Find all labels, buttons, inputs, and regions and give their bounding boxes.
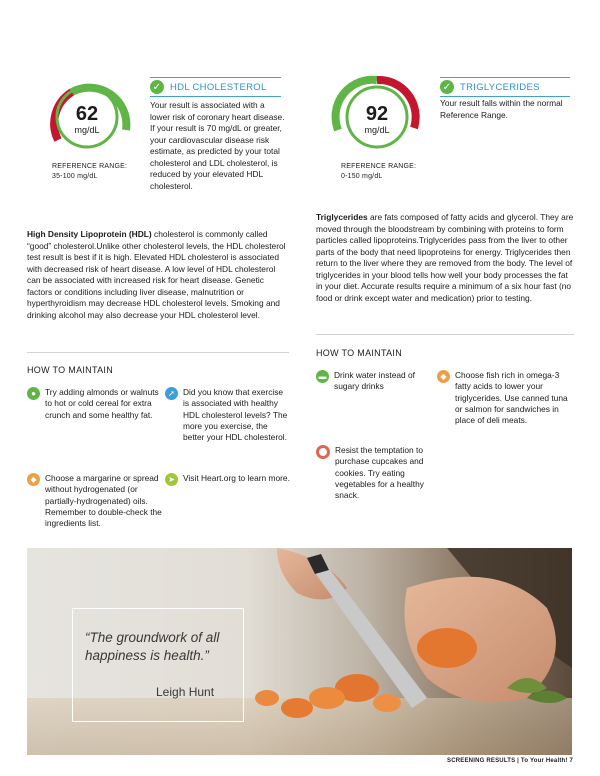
triglycerides-how-to-maintain: HOW TO MAINTAIN (316, 348, 403, 358)
hdl-tip-text: Did you know that exercise is associated with healthy HDL cholesterol levels? The more you exercise, the better your HDL cholesterol. (183, 387, 288, 443)
triglycerides-ref-label: REFERENCE RANGE: (341, 163, 417, 170)
fish-icon: ◆ (437, 370, 450, 383)
hdl-tip-text: Try adding almonds or walnuts to hot or cold cereal for extra crunch and some healthy fat. (45, 387, 159, 420)
triglycerides-reference (341, 162, 416, 182)
donut-icon (316, 445, 330, 459)
triglycerides-header (440, 77, 570, 97)
hdl-tip-margarine (27, 473, 165, 529)
tri-tip-water (316, 370, 434, 393)
triglycerides-description-text: are fats composed of fatty acids and glycerol. They are moved through the bloodstream by combining with proteins to form particles called lipoproteins.Triglycerides pass from the liver to other parts of the body that need lipoproteins for energy. Triglycerides then return to the liver where they are removed from the body. The level of triglycerides in your blood tells how well your body processes the fat in your diet. Accurate results require a minimum of a six hour fast (no food or drink except water and medication) prior to testing. (316, 212, 574, 303)
quote-author: Leigh Hunt (156, 685, 215, 699)
oil-drop-icon: ◆ (27, 473, 40, 486)
hdl-reference (52, 162, 127, 182)
tri-tip-snack (316, 445, 440, 501)
tri-tip-text: Choose fish rich in omega-3 fatty acids to lower your triglycerides. Use canned tuna or salmon for sandwiches in place of deli meats. (455, 370, 568, 426)
hdl-tip-exercise (165, 387, 290, 443)
hdl-header (150, 77, 281, 97)
quote-card (72, 608, 244, 722)
triglycerides-gauge (327, 70, 427, 170)
quote-text: “The groundwork of all happiness is health.” (85, 630, 220, 663)
page-footer: SCREENING RESULTS | To Your Health! 7 (447, 758, 573, 764)
cooking-photo (27, 548, 572, 755)
hdl-result-text: Your result is associated with a lower risk of coronary heart disease. If your result is 70 mg/dL or greater, your cardiovascular disease risk estimate, as predicted by your total cholesterol and LDL cholesterol, is reduced by your elevated HDL cholesterol. (150, 100, 285, 191)
hdl-value: 62 (75, 103, 99, 125)
hdl-ref-label: REFERENCE RANGE: (52, 163, 128, 170)
hdl-description-bold: High Density Lipoprotein (HDL) (27, 229, 152, 239)
web-cursor-icon: ➤ (165, 473, 178, 486)
hdl-ref-range: 35-100 mg/dL (52, 173, 98, 180)
triglycerides-unit: mg/dL (364, 125, 390, 135)
tri-tip-fish (437, 370, 577, 426)
triglycerides-ref-range: 0-150 mg/dL (341, 173, 383, 180)
check-icon: ✓ (150, 80, 164, 94)
hdl-gauge (37, 70, 137, 170)
hdl-how-to-maintain: HOW TO MAINTAIN (27, 365, 114, 375)
triglycerides-value: 92 (365, 103, 389, 125)
tri-tip-text: Drink water instead of sugary drinks (334, 370, 415, 392)
triglycerides-result-text: Your result falls within the normal Reference Range. (440, 98, 563, 120)
hdl-tip-text: Choose a margarine or spread without hydrogenated (or partially-hydrogenated) oils. Remember to double-check the ingredients list. (45, 473, 162, 529)
hdl-description (27, 229, 289, 321)
tri-tip-text: Resist the temptation to purchase cupcakes and cookies. Try eating vegetables for a healthy snack. (335, 445, 424, 501)
apple-icon: ● (27, 387, 40, 400)
runner-icon: ➚ (165, 387, 178, 400)
triglycerides-divider (316, 334, 574, 335)
triglycerides-description (316, 212, 576, 304)
triglycerides-description-bold: Triglycerides (316, 212, 368, 222)
check-icon: ✓ (440, 80, 454, 94)
hdl-tip-heart-org (165, 473, 290, 486)
hdl-tip-almonds (27, 387, 167, 421)
triglycerides-header-label: TRIGLYCERIDES (460, 81, 540, 93)
hdl-description-text: cholesterol is commonly called “good” cholesterol.Unlike other cholesterol levels, the HDL cholesterol test result is best if it is high. Elevated HDL cholesterol is associated with decreased risk of heart disease. A low level of HDL cholesterol can be associated with increased risk for heart disease. Genetic factors or conditions including liver disease, malnutrition or hyperthyroidism may decrease HDL cholesterol levels. Smoking and drinking alcohol may also decrease your HDL cholesterol level. (27, 229, 286, 320)
hdl-tip-text[interactable]: Visit Heart.org to learn more. (183, 473, 290, 483)
hdl-unit: mg/dL (74, 125, 100, 135)
hdl-header-label: HDL CHOLESTEROL (170, 81, 267, 93)
hdl-divider (27, 352, 289, 353)
cup-icon: ▬ (316, 370, 329, 383)
